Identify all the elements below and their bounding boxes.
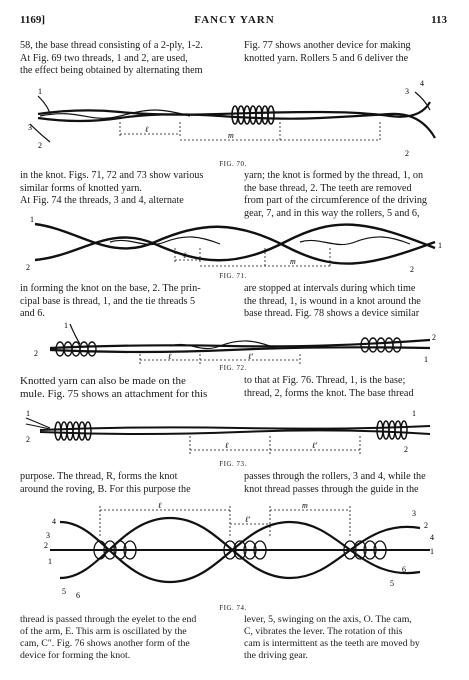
fig71-label: 1: [438, 241, 442, 250]
text-block-5-right: [244, 471, 450, 496]
fig73-label: 1: [412, 409, 416, 418]
fig70-label: 2: [405, 149, 409, 158]
fig73-label: 2: [26, 435, 30, 444]
fig72-label: ℓ: [168, 352, 172, 361]
fig74-label: 1: [430, 547, 434, 556]
text-block-1-right: [244, 40, 450, 65]
fig74-label: 1: [48, 557, 52, 566]
fig70-label: 4: [420, 79, 424, 88]
fig70-label: 3: [405, 87, 409, 96]
fig71-label: 1: [30, 215, 34, 224]
fig73-label: ℓ': [312, 441, 318, 450]
fig73-label: ℓ: [225, 441, 229, 450]
figure-70: [20, 78, 450, 160]
text-line: cipal base is thread, 1, and the tie threads 5: [20, 295, 196, 307]
text-line: gear, 7, and in this way the rollers, 5 and 6,: [244, 207, 420, 219]
text-line: from part of the circumference of the driving: [244, 195, 428, 207]
fig74-label: 2: [44, 541, 48, 550]
text-line: lever, 5, swinging on the axis, O. The cam,: [244, 614, 412, 625]
fig72-label: 1: [424, 355, 428, 364]
fig70-label: 3: [28, 123, 32, 132]
fig74-label: 6: [402, 565, 406, 574]
figure-74: [40, 502, 440, 600]
fig72-label: 2: [432, 333, 436, 342]
text-line: the base thread, 2. The teeth are removed: [244, 182, 412, 194]
fig74-label: ℓ: [158, 502, 162, 510]
text-block-6-left: [20, 614, 232, 662]
fig72-label: 2: [34, 349, 38, 358]
fig72-label: ℓ': [248, 352, 254, 361]
text-line: knotted yarn. Rollers 5 and 6 deliver the: [244, 52, 409, 64]
text-line: are stopped at intervals during which time: [244, 283, 416, 294]
text-line: At Fig. 74 the threads, 3 and 4, alternate: [20, 195, 184, 207]
figure-70-caption: FIG. 70.: [219, 160, 247, 168]
fig70-label: 1: [38, 87, 42, 96]
text-line: Knotted yarn can also be made on the: [20, 375, 186, 387]
text-block-1-left: [20, 40, 232, 78]
text-line: cam is intermittent as the teeth are moved by: [244, 638, 420, 649]
text-line: and 6.: [20, 308, 45, 320]
page-number: 113: [431, 14, 447, 26]
text-line: of the arm, E. This arm is oscillated by the: [20, 626, 187, 637]
text-line: yarn; the knot is formed by the thread, 1, on: [244, 170, 424, 181]
text-line: purpose. The thread, R, forms the knot: [20, 471, 178, 482]
fig74-label: 4: [52, 517, 56, 526]
text-line: knot thread passes through the guide in the: [244, 483, 419, 495]
fig71-label: ℓ: [183, 251, 187, 260]
fig74-label: 6: [76, 591, 80, 600]
figure-71-caption: FIG. 71.: [219, 272, 247, 280]
text-block-3-right: [244, 283, 450, 321]
text-block-5-left: [20, 471, 232, 496]
fig73-label: 1: [26, 409, 30, 418]
fig74-label: 3: [46, 531, 50, 540]
fig70-label: m: [228, 131, 234, 140]
fig72-label: 1: [64, 321, 68, 330]
text-line: the thread, 1, is wound in a knot around the: [244, 295, 421, 307]
page-running-title: FANCY YARN: [194, 14, 275, 26]
text-line: Fig. 77 shows another device for making: [244, 40, 411, 51]
text-line: mule. Fig. 75 shows an attachment for this: [20, 387, 208, 400]
figure-73: [20, 404, 450, 460]
text-line: around the roving, B. For this purpose the: [20, 483, 191, 495]
figure-74-caption: FIG. 74.: [219, 604, 247, 612]
text-line: in the knot. Figs. 71, 72 and 73 show various: [20, 170, 204, 181]
text-line: thread, 2, forms the knot. The base thread: [244, 387, 414, 399]
fig70-label: ℓ: [145, 125, 149, 134]
text-block-2-left: [20, 170, 232, 208]
text-line: 58, the base thread consisting of a 2-ply, 1-2.: [20, 40, 203, 51]
fig74-label: 5: [62, 587, 66, 596]
text-line: base thread. Fig. 78 shows a device similar: [244, 308, 420, 320]
text-block-4-left: [20, 375, 232, 400]
fig70-label: 2: [38, 141, 42, 150]
text-line: the driving gear.: [244, 650, 308, 661]
text-line: C, vibrates the lever. The rotation of this: [244, 626, 403, 637]
figure-71: [20, 212, 450, 276]
text-line: the effect being obtained by alternating them: [20, 65, 203, 77]
fig71-label: 2: [26, 263, 30, 272]
text-line: cam, C". Fig. 76 shows another form of the: [20, 638, 190, 649]
fig74-label: 2: [424, 521, 428, 530]
fig74-label: 3: [412, 509, 416, 518]
fig74-label: ℓ': [245, 515, 251, 524]
fig71-label: m: [290, 257, 296, 266]
figure-72-caption: FIG. 72.: [219, 364, 247, 372]
page-chapter-marker: 1169]: [20, 14, 46, 26]
fig73-label: 2: [404, 445, 408, 454]
text-block-4-right: [244, 375, 450, 400]
text-block-6-right: [244, 614, 450, 662]
fig74-label: 4: [430, 533, 434, 542]
text-line: thread is passed through the eyelet to the end: [20, 614, 197, 625]
fig71-label: 2: [410, 265, 414, 274]
text-line: device for forming the knot.: [20, 650, 131, 661]
text-line: At Fig. 69 two threads, 1 and 2, are used,: [20, 52, 188, 64]
text-line: to that at Fig. 76. Thread, 1, is the base;: [244, 375, 406, 386]
fig74-label: m: [302, 502, 308, 510]
fig74-label: 5: [390, 579, 394, 588]
text-line: passes through the rollers, 3 and 4, while the: [244, 471, 426, 482]
text-line: similar forms of knotted yarn.: [20, 182, 142, 194]
text-line: in forming the knot on the base, 2. The prin-: [20, 283, 201, 294]
figure-72: [20, 318, 450, 368]
figure-73-caption: FIG. 73.: [219, 460, 247, 468]
text-block-3-left: [20, 283, 232, 321]
